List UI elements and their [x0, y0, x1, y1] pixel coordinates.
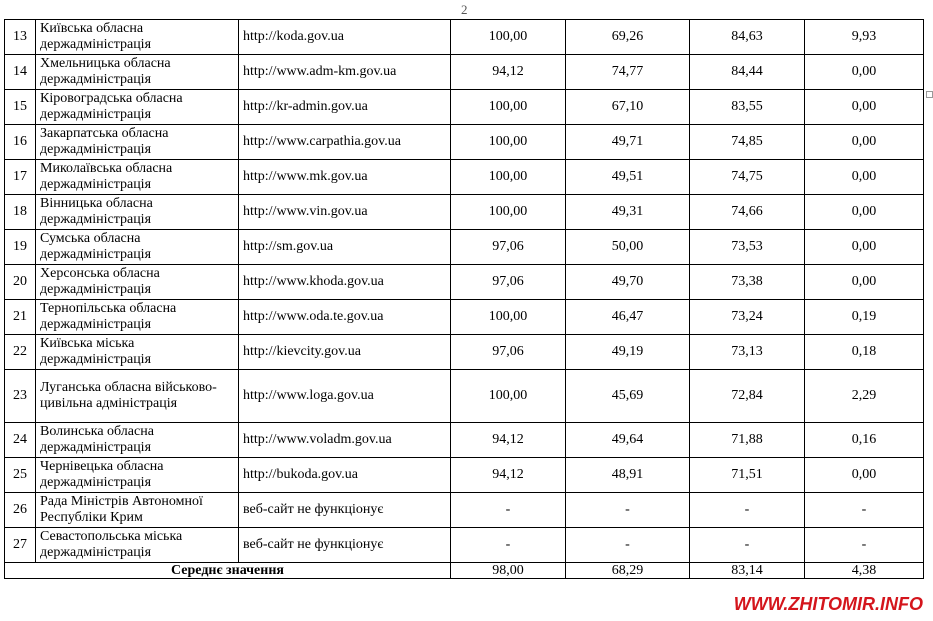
value-1: 100,00 — [451, 160, 566, 195]
value-3: - — [690, 528, 805, 563]
row-number: 26 — [5, 493, 36, 528]
value-4: 0,00 — [805, 160, 924, 195]
value-4: 0,00 — [805, 230, 924, 265]
value-3: 74,85 — [690, 125, 805, 160]
row-number: 17 — [5, 160, 36, 195]
value-3: 72,84 — [690, 370, 805, 423]
value-4: 0,16 — [805, 423, 924, 458]
value-2: - — [566, 528, 690, 563]
value-1: 100,00 — [451, 195, 566, 230]
table-row — [5, 335, 924, 370]
value-2: 74,77 — [566, 55, 690, 90]
value-1: - — [451, 528, 566, 563]
organization-name: Київська міська держадміністрація — [36, 335, 239, 370]
organization-name: Сумська обласна держадміністрація — [36, 230, 239, 265]
value-4: 0,00 — [805, 195, 924, 230]
row-number: 23 — [5, 370, 36, 423]
average-value-4: 4,38 — [805, 563, 924, 579]
value-3: 71,51 — [690, 458, 805, 493]
site-watermark: WWW.ZHITOMIR.INFO — [733, 594, 923, 614]
website-url: http://koda.gov.ua — [239, 20, 451, 55]
row-number: 19 — [5, 230, 36, 265]
row-number: 14 — [5, 55, 36, 90]
value-2: 69,26 — [566, 20, 690, 55]
value-3: 84,63 — [690, 20, 805, 55]
table-row — [5, 125, 924, 160]
website-url: http://www.carpathia.gov.ua — [239, 125, 451, 160]
value-2: 46,47 — [566, 300, 690, 335]
table-row — [5, 90, 924, 125]
ratings-table — [4, 19, 924, 579]
value-4: 0,00 — [805, 265, 924, 300]
table-row — [5, 230, 924, 265]
value-3: 73,53 — [690, 230, 805, 265]
value-4: 0,18 — [805, 335, 924, 370]
average-value-3: 83,14 — [690, 563, 805, 579]
row-number: 20 — [5, 265, 36, 300]
website-url: http://www.voladm.gov.ua — [239, 423, 451, 458]
website-url: http://bukoda.gov.ua — [239, 458, 451, 493]
row-number: 16 — [5, 125, 36, 160]
organization-name: Миколаївська обласна держадміністрація — [36, 160, 239, 195]
value-3: 83,55 — [690, 90, 805, 125]
value-3: 74,75 — [690, 160, 805, 195]
value-1: 94,12 — [451, 55, 566, 90]
organization-name: Вінницька обласна держадміністрація — [36, 195, 239, 230]
value-4: 0,00 — [805, 125, 924, 160]
organization-name: Севастопольська міська держадміністрація — [36, 528, 239, 563]
website-url: http://kievcity.gov.ua — [239, 335, 451, 370]
average-label: Середнє значення — [5, 563, 451, 579]
row-number: 24 — [5, 423, 36, 458]
table-row — [5, 20, 924, 55]
value-4: 0,00 — [805, 458, 924, 493]
value-1: 100,00 — [451, 125, 566, 160]
organization-name: Закарпатська обласна держадміністрація — [36, 125, 239, 160]
value-3: 84,44 — [690, 55, 805, 90]
value-2: 50,00 — [566, 230, 690, 265]
value-3: 73,38 — [690, 265, 805, 300]
average-value-1: 98,00 — [451, 563, 566, 579]
table-row — [5, 300, 924, 335]
website-url: http://sm.gov.ua — [239, 230, 451, 265]
organization-name: Чернівецька обласна держадміністрація — [36, 458, 239, 493]
value-4: 9,93 — [805, 20, 924, 55]
website-url: http://www.oda.te.gov.ua — [239, 300, 451, 335]
value-4: 0,19 — [805, 300, 924, 335]
row-number: 13 — [5, 20, 36, 55]
value-2: 48,91 — [566, 458, 690, 493]
website-url: http://www.vin.gov.ua — [239, 195, 451, 230]
website-url: http://www.mk.gov.ua — [239, 160, 451, 195]
value-2: 49,19 — [566, 335, 690, 370]
value-4: 2,29 — [805, 370, 924, 423]
table-row — [5, 493, 924, 528]
value-1: 97,06 — [451, 335, 566, 370]
row-number: 22 — [5, 335, 36, 370]
organization-name: Херсонська обласна держадміністрація — [36, 265, 239, 300]
value-1: 100,00 — [451, 370, 566, 423]
value-1: 100,00 — [451, 300, 566, 335]
website-url: веб-сайт не функціонує — [239, 528, 451, 563]
table-row — [5, 160, 924, 195]
website-url: http://www.loga.gov.ua — [239, 370, 451, 423]
organization-name: Луганська обласна військово-цивільна адміністрація — [36, 370, 239, 423]
table-row — [5, 458, 924, 493]
value-4: - — [805, 493, 924, 528]
average-row — [5, 563, 924, 579]
table-row — [5, 195, 924, 230]
organization-name: Київська обласна держадміністрація — [36, 20, 239, 55]
resize-handle[interactable] — [926, 91, 933, 98]
value-2: 45,69 — [566, 370, 690, 423]
value-2: 49,51 — [566, 160, 690, 195]
table-row — [5, 370, 924, 423]
value-1: 97,06 — [451, 230, 566, 265]
value-1: 97,06 — [451, 265, 566, 300]
row-number: 25 — [5, 458, 36, 493]
value-3: 73,24 — [690, 300, 805, 335]
value-1: - — [451, 493, 566, 528]
value-1: 94,12 — [451, 458, 566, 493]
value-2: 49,31 — [566, 195, 690, 230]
table-row — [5, 55, 924, 90]
organization-name: Хмельницька обласна держадміністрація — [36, 55, 239, 90]
value-3: - — [690, 493, 805, 528]
row-number: 21 — [5, 300, 36, 335]
value-4: - — [805, 528, 924, 563]
value-2: 67,10 — [566, 90, 690, 125]
value-2: 49,70 — [566, 265, 690, 300]
average-value-2: 68,29 — [566, 563, 690, 579]
value-1: 94,12 — [451, 423, 566, 458]
row-number: 15 — [5, 90, 36, 125]
value-3: 73,13 — [690, 335, 805, 370]
row-number: 27 — [5, 528, 36, 563]
table-row — [5, 528, 924, 563]
value-4: 0,00 — [805, 90, 924, 125]
organization-name: Тернопільська обласна держадміністрація — [36, 300, 239, 335]
organization-name: Рада Міністрів Автономної Республіки Крим — [36, 493, 239, 528]
value-4: 0,00 — [805, 55, 924, 90]
table-row — [5, 423, 924, 458]
page-number: 2 — [461, 2, 468, 17]
value-2: 49,71 — [566, 125, 690, 160]
organization-name: Кіровоградська обласна держадміністрація — [36, 90, 239, 125]
table-row — [5, 265, 924, 300]
website-url: http://www.khoda.gov.ua — [239, 265, 451, 300]
website-url: http://kr-admin.gov.ua — [239, 90, 451, 125]
website-url: веб-сайт не функціонує — [239, 493, 451, 528]
value-3: 71,88 — [690, 423, 805, 458]
value-2: 49,64 — [566, 423, 690, 458]
organization-name: Волинська обласна держадміністрація — [36, 423, 239, 458]
value-3: 74,66 — [690, 195, 805, 230]
value-2: - — [566, 493, 690, 528]
value-1: 100,00 — [451, 20, 566, 55]
website-url: http://www.adm-km.gov.ua — [239, 55, 451, 90]
row-number: 18 — [5, 195, 36, 230]
value-1: 100,00 — [451, 90, 566, 125]
